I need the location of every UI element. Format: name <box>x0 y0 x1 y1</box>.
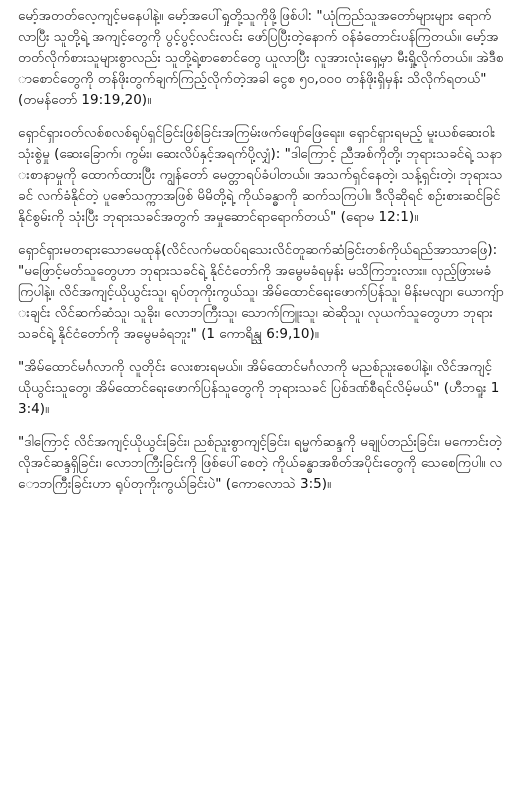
paragraph-5: "ဒါကြောင့် လိင်အကျင့်ယိုယွင်းခြင်း၊ ညစ်ညူးစွာကျင့်ခြင်း၊ ရမ္မက်ဆန္ဒကို မချုပ်တည်းခြင်း၊ မကောင်းတဲ့ လိုအင်ဆန္ဒရှိခြင်း၊ လောဘကြီးခြင်းကို ဖြစ်ပေါ်စေတဲ့ ကိုယ်ခန္ဓာအစိတ်အပိုင်းတွေကို သေစေကြပါ။ လောဘကြီးခြင်းဟာ ရုပ်တုကိုးကွယ်ခြင်းပဲ" (ကောလောသဲ 3:5)။ <box>18 434 503 492</box>
paragraph-4: "အိမ်ထောင်မင်္ဂလာကို လူတိုင်း လေးစားရမယ်။ အိမ်ထောင်မင်္ဂလာကို မညစ်ညူးစေပါနဲ့။ လိင်အကျင့်ယိုယွင်းသူတွေ၊ အိမ်ထောင်ရေးဖောက်ပြန်သူတွေကို ဘုရားသခင် ပြစ်ဒဏ်စီရင်လိမ့်မယ်" (ဟီဘရူး 13:4)။ <box>18 359 500 417</box>
paragraph-2: ရှောင်ရှားဝတ်လစ်စလစ်ရုပ်ရှင်ခြင်းဖြစ်ခြင်းအကြမ်းဖက်ဖျော်ဖြေရေး။ ရှောင်ရှားရမည့် မူးယစ်ဆေးဝါးသုံးစွဲမှု (ဆေးခြောက်၊ ကွမ်း၊ ဆေးလိပ်နှင့်အရက်ပို့လျှံ): "ဒါကြောင့် ညီအစ်ကိုတို့၊ ဘုရားသခင်ရဲ့ သနားစာနာမှုကို ထောက်ထားပြီး ကျွန်တော် မေတ္တာရပ်ခံပါတယ်။ အသက်ရှင်နေတဲ့၊ သန့်ရှင်းတဲ့၊ ဘုရားသခင် လက်ခံနိုင်တဲ့ ပူဇော်သက္ကာအဖြစ် မိမိတို့ရဲ့ ကိုယ်ခန္ဓာကို ဆက်သကြပါ။ ဒီလိုဆိုရင် စဉ်းစားဆင်ခြင်နိုင်စွမ်းကို သုံးပြီး ဘုရားသခင်အတွက် အမှုဆောင်ရာရောက်တယ်" (ရောမ 12:1)။ <box>18 125 503 225</box>
paragraph-3: ရှောင်ရှားမတရားသောမေထုန်(လိင်လက်မထပ်ရသေးလိင်တူဆက်ဆံခြင်းတစ်ကိုယ်ရည်အာသာဖြေ): "မဖြောင့်မတ်သူတွေဟာ ဘုရားသခင်ရဲ့ နိုင်ငံတော်ကို အမွေမခံရမှန်း မသိကြဘူးလား။ လှည့်ဖြားမခံကြပါနဲ့။ လိင်အကျင့်ယိုယွင်းသူ၊ ရုပ်တုကိုးကွယ်သူ၊ အိမ်ထောင်ရေးဖောက်ပြန်သူ၊ မိန်းမလျာ၊ ယောကျ်ားချင်း လိင်ဆက်ဆံသူ၊ သူခိုး၊ လောဘကြီးသူ၊ သောက်ကြူးသူ၊ ဆဲဆိုသူ၊ လုယက်သူတွေဟာ ဘုရားသခင်ရဲ့ နိုင်ငံတော်ကို အမွေမခံရဘူး" (1 ကောရိန္သု 6:9,10)။ <box>18 242 504 342</box>
paragraph-1: မော့်အတတ်လေ့ကျင့်မနေပါနဲ့။ မော့်အပေါ်ရှုတို့သူကိုဖို့ဖြစ်ပါ: "ယုံကြည်သူအတော်များများ ရောက်လာပြီး သူတို့ရဲ့ အကျင့်တွေကို ပွင့်ပွင့်လင်းလင်း ဖော်ပြပြီးတဲ့နောက် ဝန်ခံတောင်းပန်ကြတယ်။ မော့်အတတ်လိုက်စားသူများစွာလည်း သူတို့ရဲ့စာစောင်တွေ ယူလာပြီး လူအားလုံးရှေ့မှာ မီးရှို့လိုက်တယ်။ အဲဒီစာစောင်တွေကို တန်ဖိုးတွက်ချက်ကြည့်လိုက်တဲ့အခါ ငွေစ ၅၀,၀၀၀ တန်ဖိုးရှိမှန်း သိလိုက်ရတယ်" (တမန်တော် 19:19,20)။ <box>18 8 504 108</box>
